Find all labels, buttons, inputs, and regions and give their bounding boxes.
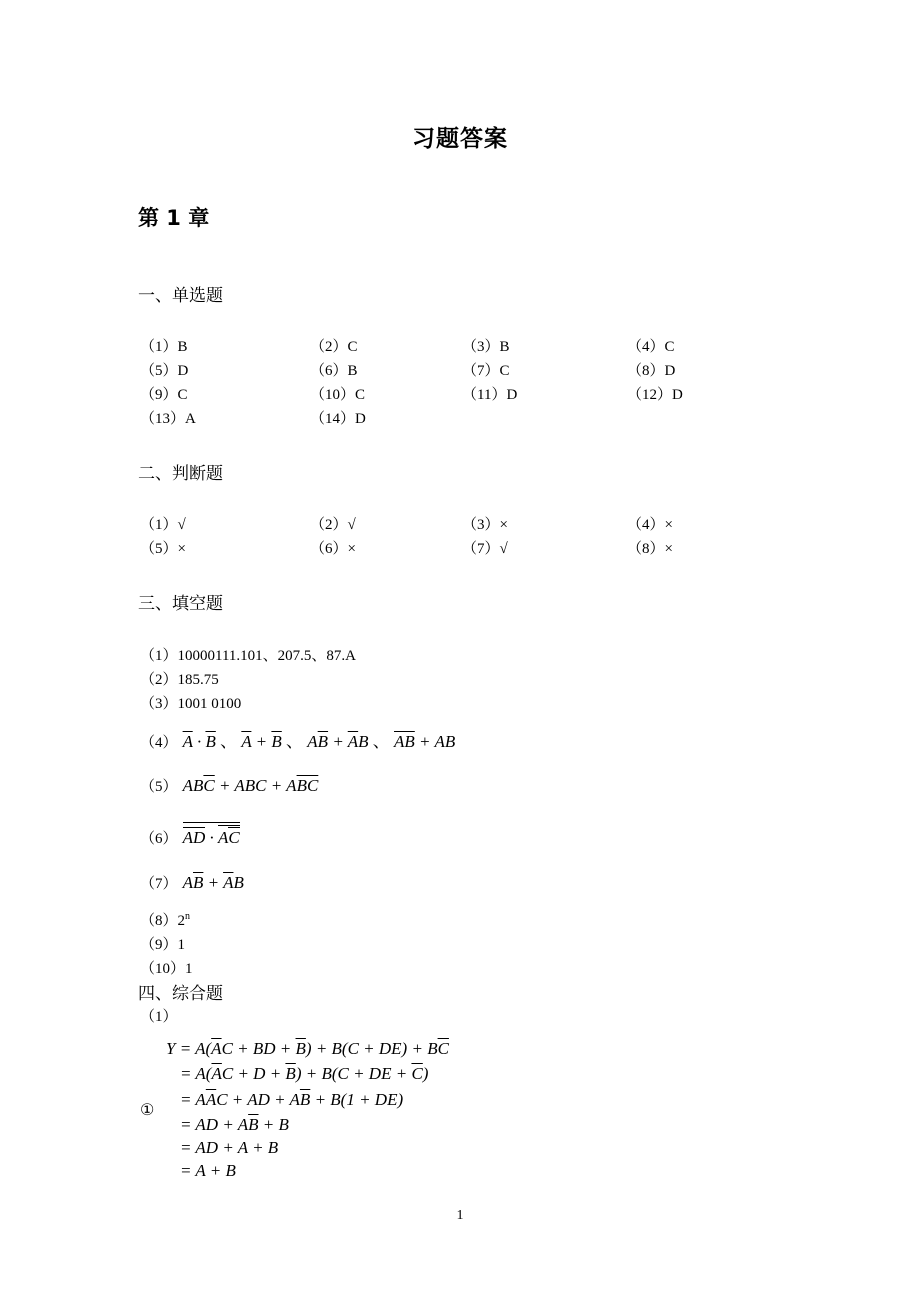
fill-answer-8: （8）2$^n$: [140, 911, 191, 929]
section-comprehensive: 四、综合题: [138, 984, 223, 1004]
answer: （1）√: [140, 517, 186, 533]
derivation-line: $Y = A(\overline{A}C$ + BD + $\overline{B}) + B(C + DE) + B\overline{C}$: [166, 1039, 449, 1058]
derivation-line: = $A(\overline{A}C + D + \overline{B}) + B(C$ + DE + $\overline{C}$): [180, 1064, 429, 1083]
answer: （11）D: [462, 387, 518, 403]
answer: （12）D: [627, 387, 683, 403]
answer: （6）×: [310, 541, 356, 557]
fill-label-5: （5）: [140, 779, 178, 795]
fill-answer-4: [140, 727, 455, 752]
derivation-line: = AD + $A\overline{B} + B$: [180, 1115, 289, 1134]
answer: （6）B: [310, 363, 358, 379]
formula-7: $A\overline{B} + \overline{A}B$: [182, 873, 244, 892]
derivation-line: = AD + A + B: [180, 1138, 279, 1157]
answer: （2）C: [310, 339, 358, 355]
answer: （5）D: [140, 363, 189, 379]
answer: （14）D: [310, 411, 366, 427]
answer: （7）√: [462, 541, 508, 557]
answer: （9）C: [140, 387, 188, 403]
answer: （3）×: [462, 517, 508, 533]
answer: （2）√: [310, 517, 356, 533]
answer: （3）B: [462, 339, 510, 355]
comprehensive-q1-label: （1）: [140, 1009, 178, 1025]
answer: （4）C: [627, 339, 675, 355]
fill-answer-2: （2）185.75: [140, 672, 219, 688]
page-title: 习题答案: [412, 126, 508, 152]
section-single-choice: 一、单选题: [138, 286, 223, 306]
fill-answer-1: （1）10000111.101、207.5、87.A: [140, 648, 356, 664]
fill-label-6: （6）: [140, 831, 178, 847]
fill-answer-9: （9）1: [140, 937, 186, 953]
fill-answer-5: [140, 775, 318, 796]
section-true-false: 二、判断题: [138, 464, 223, 484]
answer: （8）D: [627, 363, 676, 379]
fill-answer-10: （10）1: [140, 961, 193, 977]
section-fill-blank: 三、填空题: [138, 594, 223, 614]
derivation-line: = $A\overline{A}C$ + AD + $A\overline{B} + B(1 + DE)$: [180, 1090, 404, 1109]
fill-answer-3: （3）1001 0100: [140, 696, 242, 712]
answer: （4）×: [627, 517, 673, 533]
circle-one-label: ①: [140, 1102, 155, 1119]
answer: （1）B: [140, 339, 188, 355]
fill-label-4: （4）: [140, 735, 178, 751]
answer: （13）A: [140, 411, 196, 427]
page-number: 1: [456, 1208, 464, 1223]
derivation-line: = A + B: [180, 1161, 236, 1180]
answer: （8）×: [627, 541, 673, 557]
chapter-heading: 第 1 章: [138, 206, 210, 230]
answer: （5）×: [140, 541, 186, 557]
fill-answer-7: [140, 872, 244, 893]
fill-answer-6: [140, 822, 240, 848]
formula-6: AD · AC: [183, 828, 240, 847]
formula-4: $\overline{A} \cdot \overline{B}$ 、 $\overline{A} + \overline{B}$ 、 $A\overline{B} + \overline{A}B$ 、 $\overline{AB}$ + AB: [182, 732, 456, 751]
formula-5: $AB\overline{C}$ + ABC + $A\overline{BC}$: [182, 776, 319, 795]
answer: （10）C: [310, 387, 366, 403]
fill-label-7: （7）: [140, 876, 178, 892]
answer: （7）C: [462, 363, 510, 379]
